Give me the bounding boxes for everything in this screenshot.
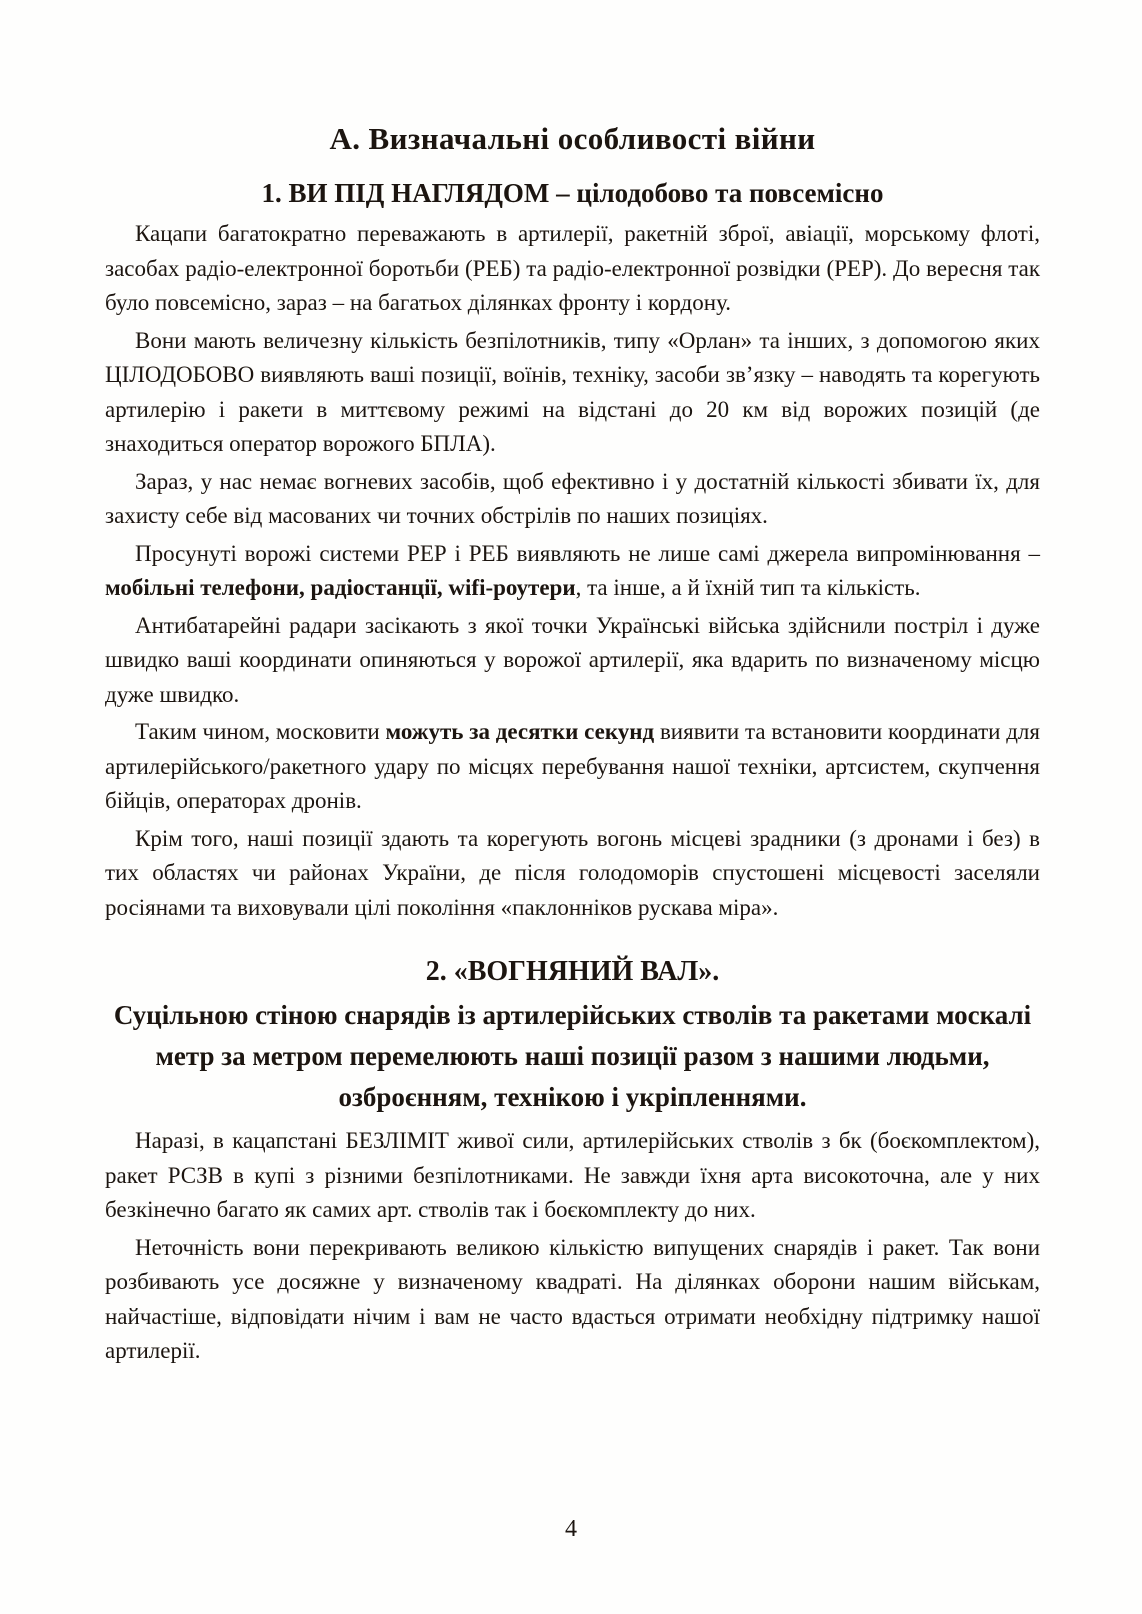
text-run: Зараз, у нас немає вогневих засобів, щоб ефективно і у достатній кількості збивати їх, для захисту себе від масованих чи точних обстрілів по наших позиціях. xyxy=(105,468,1040,528)
text-run: Наразі, в кацапстані БЕЗЛІМІТ живої сили, артилерійських стволів з бк (боєкомплектом), ракет РСЗВ в купі з різними безпілотниками. Не завжди їхня арта високоточна, але у них безкінечно багато як самих арт. стволів так і боєкомплекту до них. xyxy=(105,1128,1040,1222)
text-run: Таким чином, московити xyxy=(135,719,386,744)
paragraph xyxy=(105,1124,1040,1228)
bold-text-run: можуть за десятки секунд xyxy=(385,719,655,744)
paragraph xyxy=(105,324,1040,462)
text-run: Кацапи багатократно переважають в артилерії, ракетній зброї, авіації, морському флоті, засобах радіо-електронної боротьби (РЕБ) та радіо-електронної розвідки (РЕР). До вересня так було повсемісно, зараз – на багатьох ділянках фронту і кордону. xyxy=(105,221,1040,315)
paragraph xyxy=(105,715,1040,819)
section-2-heading: 2. «ВОГНЯНИЙ ВАЛ». xyxy=(425,956,720,987)
paragraph xyxy=(105,537,1040,606)
paragraph xyxy=(105,217,1040,321)
paragraph xyxy=(105,609,1040,713)
section-2-paragraphs xyxy=(105,1124,1040,1369)
paragraph xyxy=(105,822,1040,926)
document-title: А. Визначальні особливості війни xyxy=(329,121,816,156)
section-fire-wall xyxy=(105,952,1040,1369)
text-run: Антибатарейні радари засікають з якої точки Українські війська здійснили постріл і дуже швидко ваші координати опиняються у ворожої артилерії, яка вдарить по визначеному місцю дуже швидко. xyxy=(105,612,1040,707)
bold-text-run: мобільні телефони, радіостанції, wifi-роутери xyxy=(105,575,576,600)
text-run: виявити та встановити координати для артилерійського/ракетного удару по місцях перебування нашої техніки, артсистем, скупчення бійців, операторах дронів. xyxy=(105,719,1040,813)
section-surveillance xyxy=(105,173,1040,925)
text-run: Крім того, наші позиції здають та корегують вогонь місцеві зрадники (з дронами і без) в тих областях чи районах України, де після голодоморів спустошені місцевості заселяли росіянами та виховували цілі покоління «паклонніков рускава міра». xyxy=(105,825,1040,920)
text-run: , та інше, а й їхній тип та кількість. xyxy=(575,575,921,600)
paragraph xyxy=(105,465,1040,534)
text-run: Неточність вони перекривають великою кількістю випущених снарядів і ракет. Так вони розбивають усе досяжне у визначеному квадраті. На ділянках оборони нашим військам, найчастіше, відповідати нічим і вам не часто вдасться отримати необхідну підтримку нашої артилерії. xyxy=(105,1234,1040,1363)
section-1-paragraphs xyxy=(105,217,1040,925)
section-1-heading: 1. ВИ ПІД НАГЛЯДОМ – цілодобово та повсемісно xyxy=(261,178,884,208)
page-number: 4 xyxy=(565,1516,577,1542)
text-run: Вони мають величезну кількість безпілотників, типу «Орлан» та інших, з допомогою яких ЦІЛОДОБОВО виявляють ваші позиції, воїнів, техніку, засоби зв’язку – наводять та корегують артилерію і ракети в миттєвому режимі на відстані до 20 км від ворожих позицій (де знаходиться оператор ворожого БПЛА). xyxy=(105,327,1040,456)
paragraph xyxy=(105,1231,1040,1369)
text-run: Просунуті ворожі системи РЕР і РЕБ виявляють не лише самі джерела випромінювання – xyxy=(135,540,1040,566)
section-2-subtitle: Суцільною стіною снарядів із артилерійських стволів та ракетами москалі метр за метром перемелюють наші позиції разом з нашими людьми, озброєнням, технікою і укріпленнями. xyxy=(113,1000,1032,1112)
